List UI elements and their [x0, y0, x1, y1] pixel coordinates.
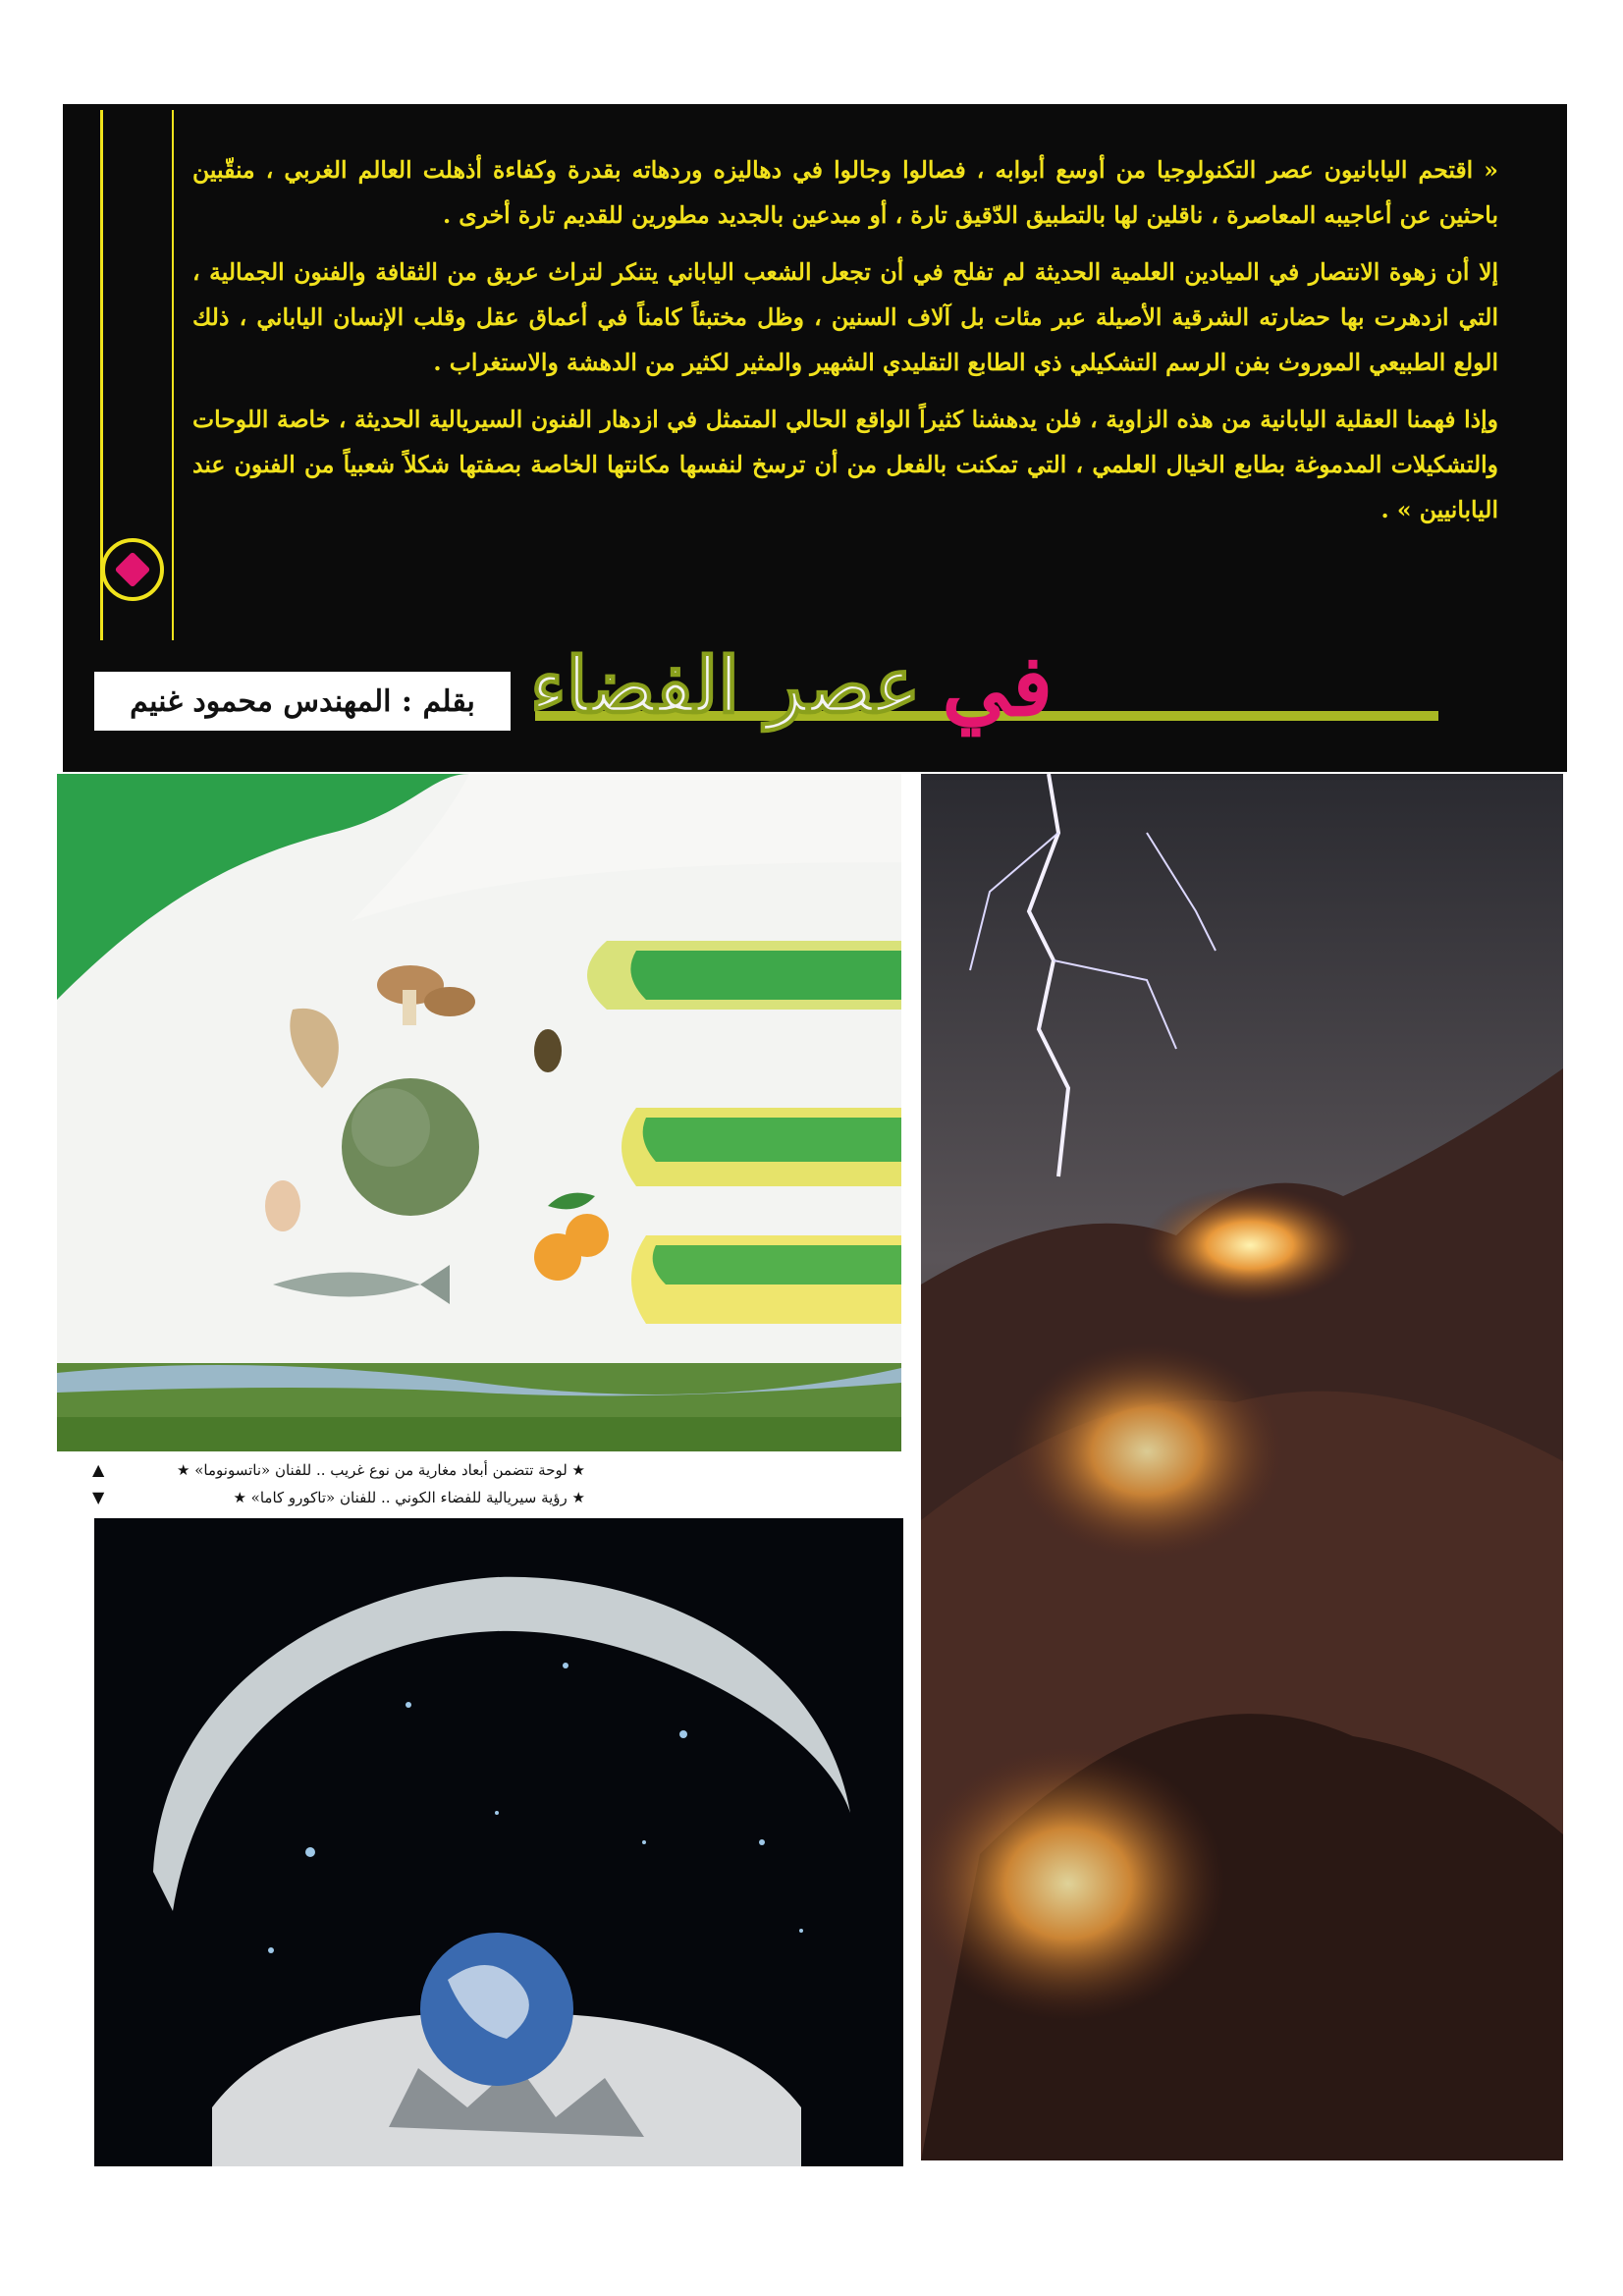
- painting-volcano: [921, 774, 1563, 2160]
- title-prefix: في: [942, 635, 1054, 736]
- painting-hand: [57, 774, 901, 1451]
- byline: بقلم : المهندس محمود غنيم: [94, 672, 511, 731]
- title-main: عصر الفضاء: [530, 640, 921, 731]
- page-marker-badge: [101, 538, 164, 601]
- intro-text: [192, 147, 1498, 544]
- intro-paragraph-3: وإذا فهمنا العقلية اليابانية من هذه الزاوية ، فلن يدهشنا كثيراً الواقع الحالي المتمثل في ازدهار الفنون السيريالية الحديثة ، خاصة اللوحات والتشكيلات المدموغة بطابع الخيال العلمي ، التي تمكنت بالفعل من أن ترسخ لنفسها مكانتها الخاصة بصفتها شكلاً شعبياً من الفنون عند اليابانيين » .: [192, 406, 1498, 523]
- margin-rule-inner: [172, 110, 174, 640]
- intro-paragraph-1: « اقتحم اليابانيون عصر التكنولوجيا من أوسع أبوابه ، فصالوا وجالوا في دهاليزه وردهاته بقدرة وكفاءة أذهلت العالم الغربي ، منقّبين باحثين عن أعاجيبه المعاصرة ، ناقلين لها بالتطبيق الدّقيق تارة ، أو مبدعين بالجديد مطورين للقديم تارة أخرى .: [192, 156, 1498, 229]
- triangle-down-icon: ▼: [92, 1488, 105, 1506]
- intro-paragraph-2: إلا أن زهوة الانتصار في الميادين العلمية الحديثة لم تفلح في أن تجعل الشعب الياباني يتنكر لتراث عريق من الثقافة والفنون الجمالية ، التي ازدهرت بها حضارته الشرقية الأصيلة عبر مئات بل آلاف السنين ، وظل مختبئاً كامناً في أعماق عقل وقلب الإنسان الياباني ، ذلك الولع الطبيعي الموروث بفن الرسم التشكيلي ذي الطابع التقليدي الشهير والمثير لكثير من الدهشة والاستغراب .: [192, 258, 1498, 376]
- arrow-icon: [115, 552, 151, 588]
- caption-second: ★ رؤية سيريالية للفضاء الكوني .. للفنان «تاكورو كاما» ★: [233, 1489, 585, 1506]
- caption-first: ★ لوحة تتضمن أبعاد مغارية من نوع غريب .. للفنان «ناتسونوما» ★: [177, 1461, 585, 1479]
- painting-space: [94, 1518, 903, 2166]
- article-title: [530, 636, 1512, 735]
- triangle-up-icon: ▲: [92, 1460, 105, 1479]
